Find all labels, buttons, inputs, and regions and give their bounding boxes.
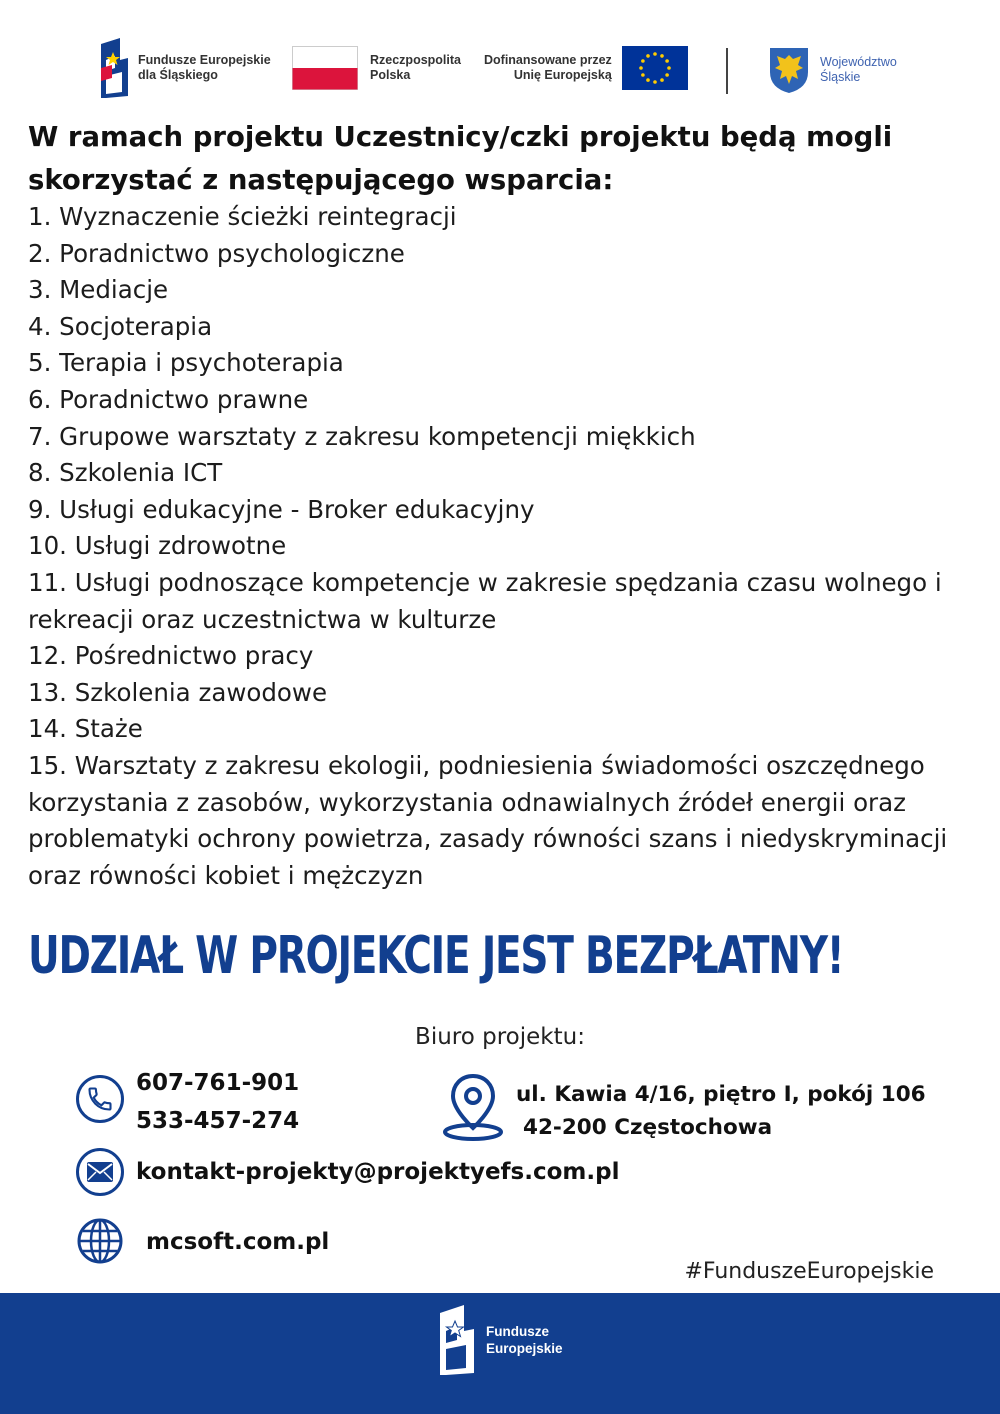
phone-icon <box>76 1075 124 1123</box>
fundusze-europejskie-icon <box>436 1305 476 1375</box>
support-heading: W ramach projektu Uczestnicy/czki projektu będą mogli skorzystać z następującego wsparcia: <box>28 121 893 196</box>
address-city: 42-200 Częstochowa <box>523 1115 773 1140</box>
logo-bar <box>0 38 1000 100</box>
office-address <box>516 1078 926 1144</box>
list-item: 15. Warsztaty z zakresu ekologii, podniesienia świadomości oszczędnego korzystania z zasobów, wykorzystania odnawialnych źródeł energii oraz problematyki ochrony powietrza, zasady równości szans i niedyskryminacji oraz równości kobiet i mężczyzn <box>28 750 948 890</box>
wojewodztwo-slaskie-logo <box>768 46 897 94</box>
footer-line2: Europejskie <box>486 1341 563 1356</box>
list-item: 10. Usługi zdrowotne <box>28 531 287 561</box>
list-item: 2. Poradnictwo psychologiczne <box>28 238 405 268</box>
address-street: ul. Kawia 4/16, piętro I, pokój 106 <box>516 1082 926 1107</box>
footer-bar <box>0 1293 1000 1414</box>
phone-number-2[interactable]: 533-457-274 <box>136 1108 300 1134</box>
list-item: 13. Szkolenia zawodowe <box>28 677 328 707</box>
eu-cofinancing-logo <box>484 46 688 90</box>
eu-line1: Dofinansowane przez <box>484 53 612 67</box>
logo-divider <box>726 48 728 94</box>
hashtag: #FunduszeEuropejskie <box>684 1259 934 1284</box>
fe-slaskie-text <box>138 53 271 83</box>
slaskie-line2: Śląskie <box>820 70 861 84</box>
phone-numbers <box>136 1064 299 1140</box>
list-item: 7. Grupowe warsztaty z zakresu kompetencji miękkich <box>28 421 696 451</box>
rp-line1: Rzeczpospolita <box>370 53 461 67</box>
footer-logo-text <box>486 1323 563 1357</box>
footer-fundusze-logo <box>436 1305 563 1375</box>
footer-line1: Fundusze <box>486 1324 549 1339</box>
rp-text <box>370 53 461 83</box>
website-link[interactable]: mcsoft.com.pl <box>146 1229 330 1255</box>
support-list <box>28 199 978 894</box>
rzeczpospolita-polska-logo <box>292 46 461 90</box>
slaskie-text <box>820 55 897 85</box>
list-item: 4. Socjoterapia <box>28 311 213 341</box>
silesia-eagle-icon <box>768 46 810 94</box>
list-item: 6. Poradnictwo prawne <box>28 384 309 414</box>
fundusze-europejskie-icon <box>98 38 130 98</box>
eu-text <box>484 53 612 83</box>
slaskie-line1: Województwo <box>820 55 897 69</box>
globe-icon <box>76 1217 124 1269</box>
contact-email[interactable]: kontakt-projekty@projektyefs.com.pl <box>136 1159 620 1185</box>
eu-flag-icon <box>622 46 688 90</box>
fe-slaskie-line2: dla Śląskiego <box>138 68 218 82</box>
free-participation-banner: UDZIAŁ W PROJEKCIE JEST BEZPŁATNY! <box>28 926 844 986</box>
fe-slaskie-line1: Fundusze Europejskie <box>138 53 271 67</box>
list-item: 9. Usługi edukacyjne - Broker edukacyjny <box>28 494 535 524</box>
list-item: 5. Terapia i psychoterapia <box>28 348 344 378</box>
phone-number-1[interactable]: 607-761-901 <box>136 1070 300 1096</box>
envelope-icon <box>76 1148 124 1196</box>
office-label: Biuro projektu: <box>415 1024 585 1050</box>
fundusze-europejskie-slaskie-logo <box>98 38 271 98</box>
location-pin-icon <box>440 1072 506 1146</box>
list-item: 12. Pośrednictwo pracy <box>28 641 314 671</box>
list-item: 3. Mediacje <box>28 275 169 305</box>
list-item: 11. Usługi podnoszące kompetencje w zakresie spędzania czasu wolnego i rekreacji oraz uczestnictwa w kulturze <box>28 567 942 634</box>
list-item: 14. Staże <box>28 714 143 744</box>
list-item: 8. Szkolenia ICT <box>28 458 223 488</box>
poland-flag-icon <box>292 46 358 90</box>
rp-line2: Polska <box>370 68 411 82</box>
eu-line2: Unię Europejską <box>513 68 612 82</box>
list-item: 1. Wyznaczenie ścieżki reintegracji <box>28 202 457 231</box>
